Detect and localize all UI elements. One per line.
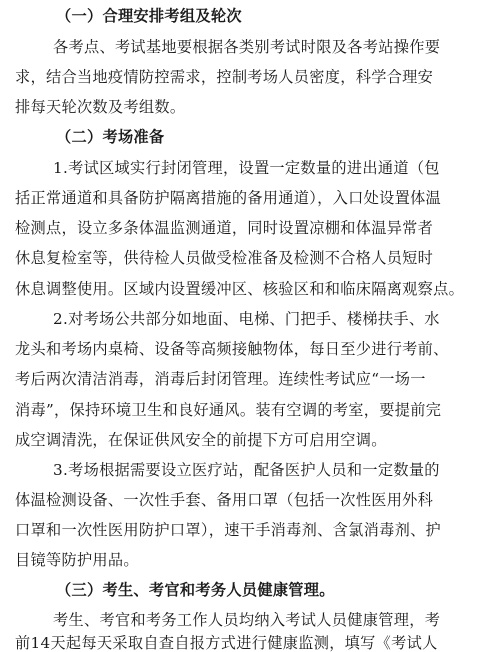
paragraph-line: 体温检测设备、一次性手套、备用口罩（包括一次性医用外科 (15, 491, 434, 509)
paragraph-line: 各考点、考试基地要根据各类别考试时限及各考站操作要 (53, 38, 441, 56)
paragraph-line: 2.对考场公共部分如地面、电梯、门把手、楼梯扶手、水 (53, 310, 440, 328)
paragraph-line: 求，结合当地疫情防控需求，控制考场人员密度，科学合理安 (15, 68, 434, 86)
paragraph-line: 休息调整使用。区域内设置缓冲区、核验区和和临床隔离观察点。 (15, 280, 465, 298)
paragraph-line: 括正常通道和具备防护隔离措施的备用通道），入口处设置体温 (15, 189, 442, 207)
paragraph-line: 3.考场根据需要设立医疗站，配备医护人员和一定数量的 (53, 461, 440, 479)
section-heading-2: （二）考场准备 (56, 128, 165, 146)
paragraph-line: 成空调清洗，在保证供风安全的前提下方可启用空调。 (15, 431, 387, 449)
paragraph-line: 检测点，设立多条体温监测通道，同时设置凉棚和体温异常者 (15, 219, 434, 237)
section-heading-3: （三）考生、考官和考务人员健康管理。 (56, 581, 335, 599)
paragraph-line: 前14天起每天采取自查自报方式进行健康监测，填写《考试人 (15, 634, 438, 652)
paragraph-line: 排每天轮次数及考组数。 (15, 98, 186, 116)
paragraph-line: 目镜等防护用品。 (15, 551, 139, 569)
paragraph-line: 考后两次清洁消毒，消毒后封闭管理。连续性考试应“一场一 (15, 370, 426, 388)
paragraph-line: 1.考试区域实行封闭管理，设置一定数量的进出通道（包 (53, 159, 440, 177)
paragraph-line: 消毒”，保持环境卫生和良好通风。装有空调的考室，要提前完 (15, 401, 442, 419)
paragraph-line: 龙头和考场内桌椅、设备等高频接触物体，每日至少进行考前、 (15, 340, 449, 358)
section-heading-1: （一）合理安排考组及轮次 (56, 7, 242, 25)
paragraph-line: 休息复检室等，供待检人员做受检准备及检测不合格人员短时 (15, 249, 434, 267)
paragraph-line: 考生、考官和考务工作人员均纳入考试人员健康管理，考 (53, 611, 441, 629)
paragraph-line: 口罩和一次性医用防护口罩），速干手消毒剂、含氯消毒剂、护 (15, 521, 442, 539)
